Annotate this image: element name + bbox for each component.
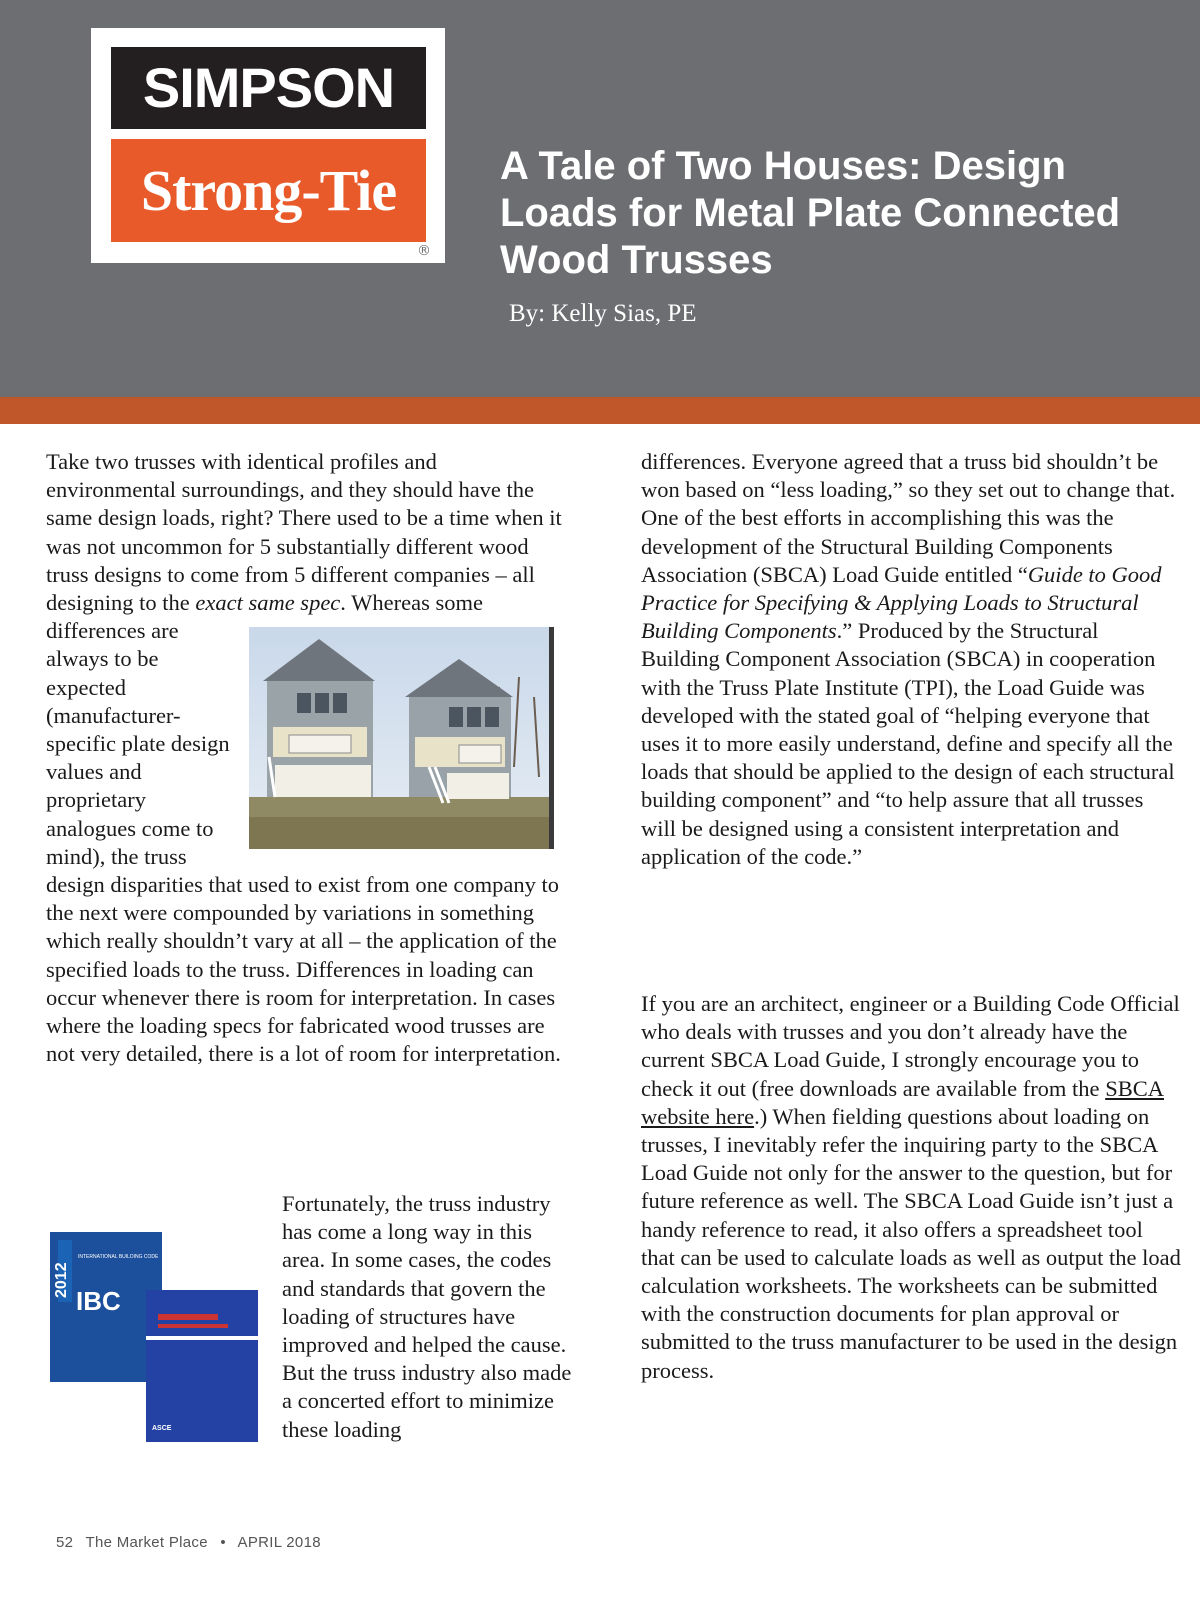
asce-label-text: ASCE xyxy=(152,1425,172,1432)
right-para1-text-a: differences. Everyone agreed that a truss bid shouldn’t be won based on “less loading,” so they set out to change that. One of the best efforts in accomplishing this was the development of the Structural Building Components Association (SBCA) Load Guide entitled “ xyxy=(641,449,1176,587)
left-para1-text-a: Take two trusses with identical profiles and environmental surroundings, and they should have the same design loads, right? There used to be a time when it was not uncommon for 5 substantially different wood truss designs to come from 5 different companies – all designing to the xyxy=(46,449,562,616)
logo-wordmark-top: SIMPSON xyxy=(111,47,426,129)
article-title: A Tale of Two Houses: Design Loads for Metal Plate Connected Wood Trusses xyxy=(500,144,1121,282)
page-number: 52 xyxy=(56,1534,74,1551)
orange-rule xyxy=(0,397,1200,424)
sbca-website-link[interactable]: SBCA website here xyxy=(641,1075,1164,1129)
two-houses-photo xyxy=(249,627,554,849)
building-code-books-image xyxy=(46,1218,266,1448)
ibc-label-text: INTERNATIONAL BUILDING CODE xyxy=(78,1254,159,1260)
right-paragraph-1 xyxy=(641,448,1181,871)
logo-wordmark-bottom: Strong-Tie xyxy=(111,139,426,242)
left-paragraph-1 xyxy=(46,448,572,1068)
issue-date: APRIL 2018 xyxy=(237,1534,321,1551)
left-para2-text: Fortunately, the truss industry has come a long way in this area. In some cases, the codes and standards that govern the loading of structures have improved and helped the cause. But the truss industry also made a concerted effort to minimize these loading xyxy=(282,1191,572,1442)
right-para1-italic: Guide to Good Practice for Specifying & Applying Loads to Structural Building Components xyxy=(641,561,1162,644)
footer-separator: • xyxy=(220,1534,226,1551)
right-para2-text-b: .) When fielding questions about loading on trusses, I inevitably refer the inquiring party to the SBCA Load Guide not only for the answer to the question, but for future reference as well. The SBCA Load Guide isn’t just a handy reference to read, it also offers a spreadsheet tool that can be used to calculate loads as well as output the load calculation worksheets. The worksheets can be submitted with the construction documents for plan approval or submitted to the truss manufacturer to be used in the design process. xyxy=(641,1103,1181,1383)
right-para2-text-a: If you are an architect, engineer or a Building Code Official who deals with trusses and you don’t already have the current SBCA Load Guide, I strongly encourage you to check it out (free downloads are available from the xyxy=(641,991,1180,1101)
publication-name: The Market Place xyxy=(85,1534,208,1551)
right-paragraph-2 xyxy=(641,990,1181,1385)
ibc-year-text: 2012 xyxy=(53,1262,70,1298)
left-para1-italic: exact same spec xyxy=(195,590,341,616)
page-footer xyxy=(56,1534,329,1551)
registered-mark: ® xyxy=(417,243,431,259)
left-paragraph-2 xyxy=(46,1190,572,1454)
left-para1-text-b: . Whereas some differences are always to be expected (manufacturer-specific plate design values and proprietary analogues come to mind), the truss design disparities that used to exist from one company to the next were compounded by variations in something which really shouldn’t vary at all – the application of the specified loads to the truss. Differences in loading can occur whenever there is room for interpretation. In cases where the loading specs for fabricated wood trusses are not very detailed, there is a lot of room for interpretation. xyxy=(46,590,561,1067)
article-byline: By: Kelly Sias, PE xyxy=(509,300,697,327)
simpson-strong-tie-logo xyxy=(91,28,445,263)
right-para1-text-b: .” Produced by the Structural Building Component Association (SBCA) in cooperation with the Truss Plate Institute (TPI), the Load Guide was developed with the stated goal of “helping everyone that uses it to more easily understand, define and specify all the loads that should be applied to the design of each structural building component” and “to help assure that all trusses will be designed using a consistent interpretation and application of the code.” xyxy=(641,618,1175,869)
ibc-short-text: IBC xyxy=(76,1286,121,1316)
